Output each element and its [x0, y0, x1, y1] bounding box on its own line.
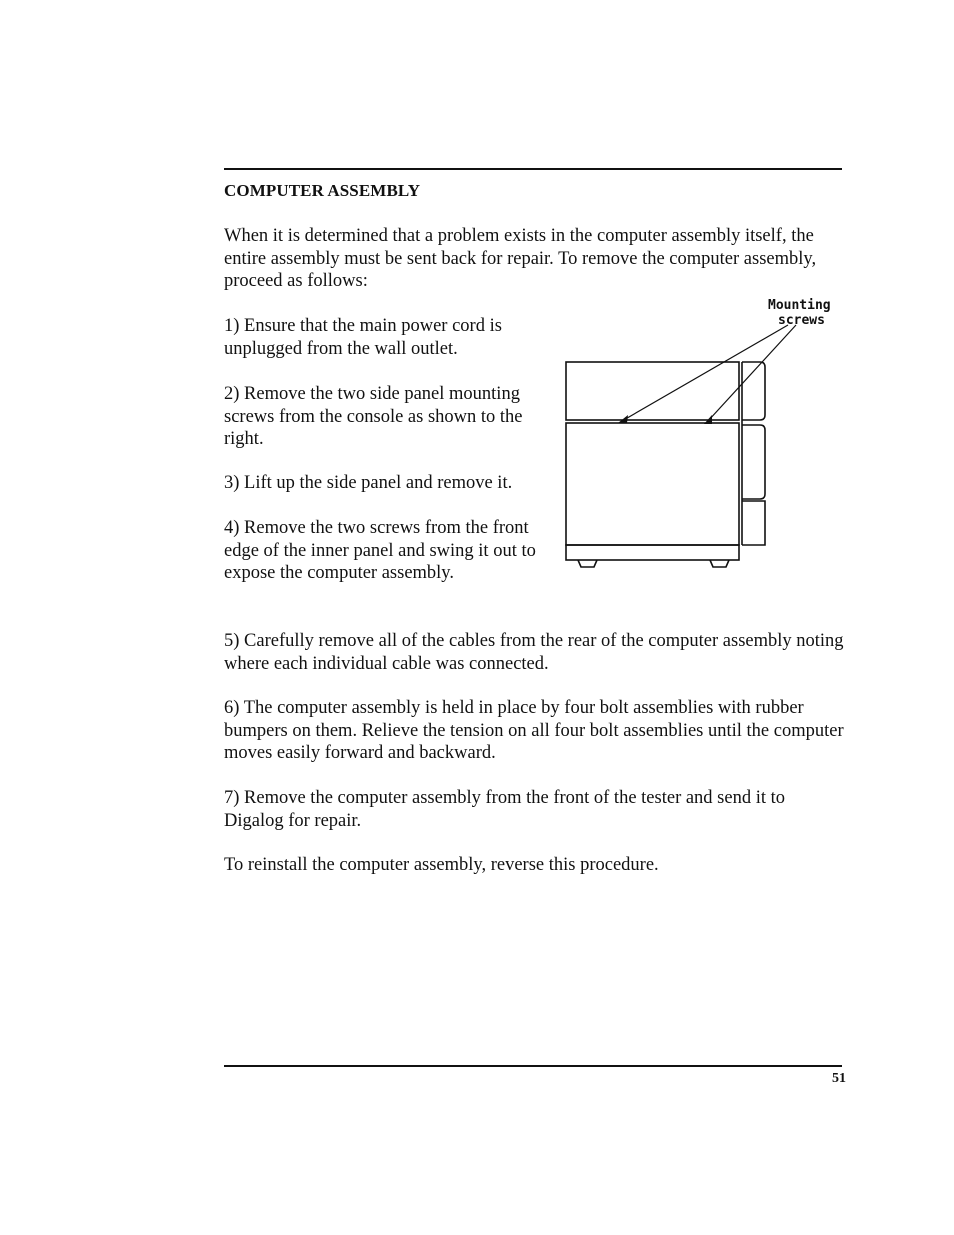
foot-right	[710, 560, 729, 567]
section-heading: COMPUTER ASSEMBLY	[224, 181, 421, 200]
bottom-rule	[224, 1065, 842, 1067]
step-1: 1) Ensure that the main power cord is unplugged from the wall outlet.	[224, 316, 502, 359]
lower-panel	[566, 423, 739, 545]
front-drawer-bottom	[742, 501, 765, 545]
foot-left	[578, 560, 597, 567]
step-2: 2) Remove the two side panel mounting screws from the console as shown to the right.	[224, 384, 523, 449]
mounting-label-line1: Mounting	[768, 298, 831, 313]
base-plinth	[566, 545, 739, 560]
console-side-panel-diagram	[560, 292, 850, 577]
page-number: 51	[832, 1071, 846, 1086]
step-5: 5) Carefully remove all of the cables from the rear of the computer assembly noting where each individual cable was connected.	[224, 631, 844, 674]
intro-paragraph: When it is determined that a problem exists in the computer assembly itself, the entire assembly must be sent back for repair. To remove the computer assembly, proceed as follows:	[224, 226, 817, 291]
screw-arrow-left	[618, 415, 628, 423]
pointer-line-right	[708, 325, 796, 421]
top-rule	[224, 168, 842, 170]
step-4: 4) Remove the two screws from the front edge of the inner panel and swing it out to expose the computer assembly.	[224, 518, 536, 583]
step-3: 3) Lift up the side panel and remove it.	[224, 473, 513, 493]
console-drawing	[566, 362, 765, 567]
mounting-label-line2: screws	[778, 313, 825, 328]
closing-paragraph: To reinstall the computer assembly, reverse this procedure.	[224, 855, 659, 875]
upper-panel	[566, 362, 739, 420]
pointer-lines	[622, 325, 796, 421]
step-6: 6) The computer assembly is held in place by four bolt assemblies with rubber bumpers on them. Relieve the tension on all four bolt assemblies until the computer moves easily forward and backward.	[224, 698, 844, 763]
front-drawer-middle	[742, 425, 765, 499]
step-7: 7) Remove the computer assembly from the front of the tester and send it to Digalog for repair.	[224, 788, 786, 831]
pointer-line-left	[622, 325, 788, 421]
